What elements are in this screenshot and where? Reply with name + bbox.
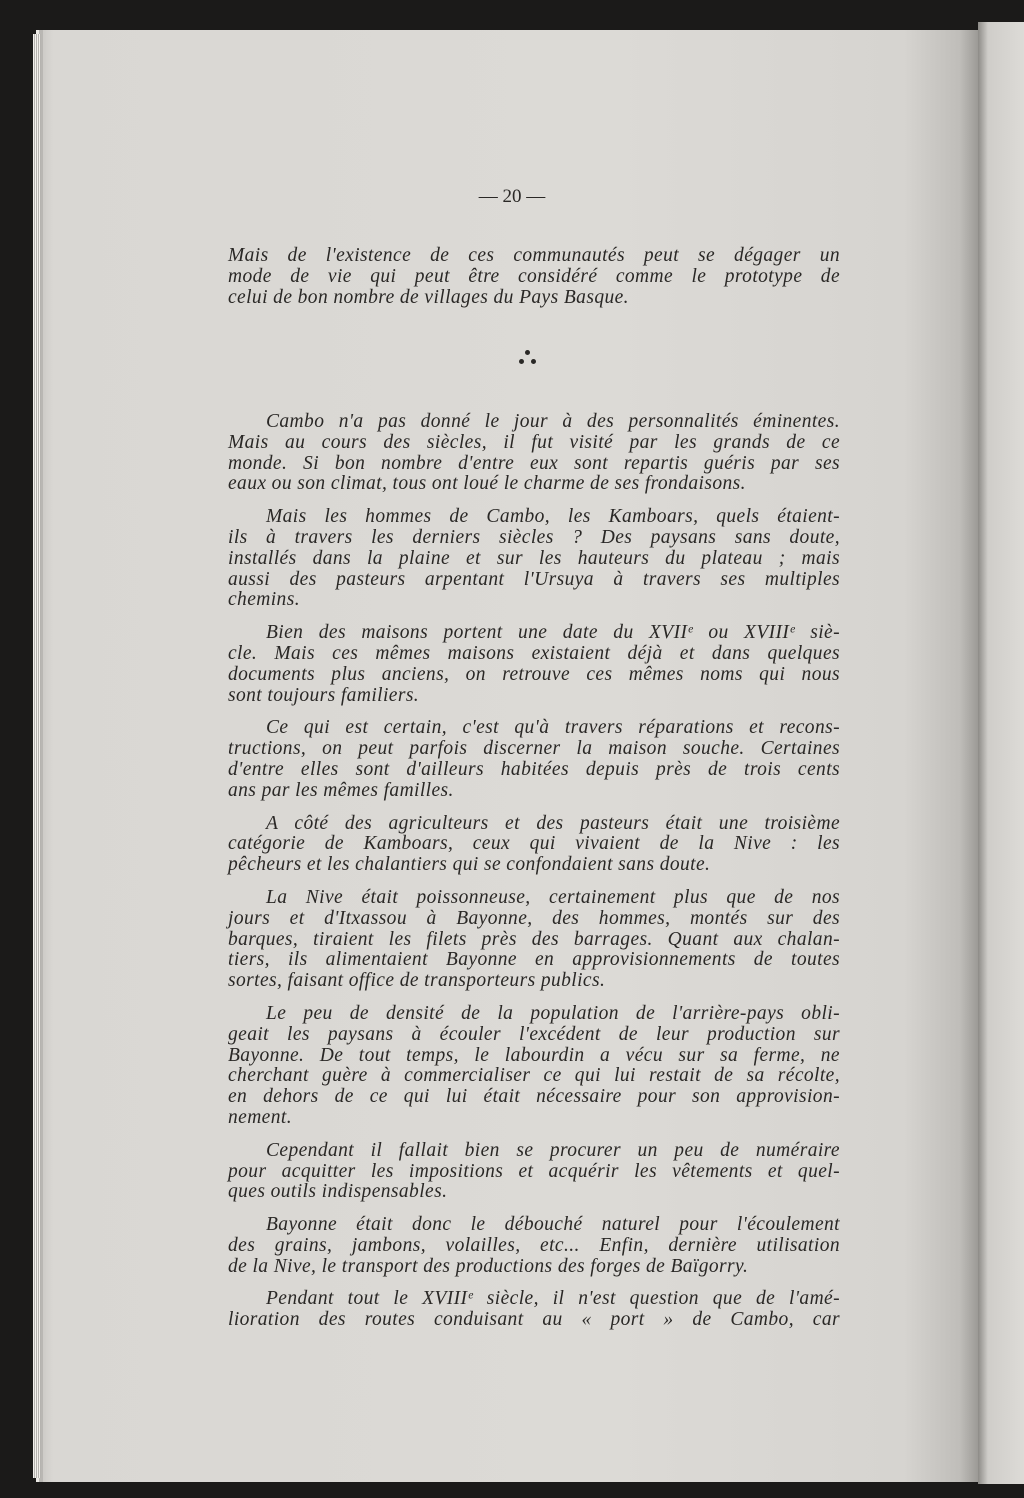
text-line: Bayonne était donc le débouché naturel pour l'écoulement	[266, 1214, 840, 1236]
text-line: installés dans la plaine et sur les hauteurs du plateau ; mais	[228, 547, 840, 569]
text-line: Mais les hommes de Cambo, les Kamboars, quels étaient-	[266, 506, 840, 528]
text-line: catégorie de Kamboars, ceux qui vivaient de la Nive : les	[228, 833, 840, 855]
text-line: pêcheurs et les chalantiers qui se confondaient sans doute.	[228, 854, 711, 876]
text-line: celui de bon nombre de villages du Pays Basque.	[228, 286, 629, 308]
text-line: Bayonne. De tout temps, le labourdin a vécu sur sa ferme, ne	[228, 1044, 840, 1066]
intro-paragraph	[228, 246, 840, 320]
paragraph	[228, 814, 840, 876]
text-line: geait les paysans à écouler l'excédent de leur production sur	[228, 1023, 840, 1045]
text-line: documents plus anciens, on retrouve ces mêmes noms qui nous	[228, 663, 840, 685]
paragraph	[228, 1004, 840, 1129]
text-line: eaux ou son climat, tous ont loué le charme de ses frondaisons.	[228, 473, 746, 495]
paragraph	[228, 412, 840, 495]
text-line: jours et d'Itxassou à Bayonne, des hommes, montés sur des	[228, 907, 840, 929]
paragraph	[228, 623, 840, 706]
text-line: des grains, jambons, volailles, etc... Enfin, dernière utilisation	[228, 1234, 840, 1256]
text-line: en dehors de ce qui lui était nécessaire pour son approvision-	[228, 1086, 840, 1108]
text-line: Mais au cours des siècles, il fut visité par les grands de ce	[228, 431, 840, 453]
page-edges	[33, 34, 41, 1478]
text-line: barques, tiraient les filets près des barrages. Quant aux chalan-	[228, 928, 840, 950]
text-line: mode de vie qui peut être considéré comme le prototype de	[228, 265, 840, 287]
text-line: ques outils indispensables.	[228, 1181, 448, 1203]
text-line: ils à travers les derniers siècles ? Des paysans sans doute,	[228, 526, 840, 548]
paragraph	[228, 246, 840, 308]
text-line: ans par les mêmes familles.	[228, 779, 454, 801]
text-line: Ce qui est certain, c'est qu'à travers réparations et recons-	[266, 717, 840, 739]
text-line: Cependant il fallait bien se procurer un peu de numéraire	[266, 1139, 840, 1161]
text-line: La Nive était poissonneuse, certainement plus que de nos	[266, 886, 840, 908]
text-line: nement.	[228, 1106, 292, 1128]
text-line: sortes, faisant office de transporteurs publics.	[228, 970, 606, 992]
text-line: pour acquitter les impositions et acquérir les vêtements et quel-	[228, 1160, 840, 1182]
paragraph	[228, 1215, 840, 1277]
text-line: Le peu de densité de la population de l'arrière-pays obli-	[266, 1002, 840, 1024]
text-line: monde. Si bon nombre d'entre eux sont repartis guéris par ses	[228, 452, 840, 474]
text-line: tiers, ils alimentaient Bayonne en approvisionnements de toutes	[228, 949, 840, 971]
text-line: cherchant guère à commercialiser ce qui lui restait de sa récolte,	[228, 1065, 840, 1087]
text-line: Bien des maisons portent une date du XVIIᵉ ou XVIIIᵉ siè-	[266, 622, 840, 644]
page-number: — 20 —	[478, 186, 546, 207]
text-line: lioration des routes conduisant au « port » de Cambo, car	[228, 1309, 840, 1331]
asterism-separator	[518, 348, 538, 368]
text-line: chemins.	[228, 589, 300, 611]
paragraph	[228, 1289, 840, 1331]
facing-page	[978, 22, 1024, 1484]
text-line: tructions, on peut parfois discerner la maison souche. Certaines	[228, 738, 840, 760]
text-line: d'entre elles sont d'ailleurs habitées depuis près de trois cents	[228, 758, 840, 780]
text-line: Mais de l'existence de ces communautés peut se dégager un	[228, 245, 840, 266]
paragraph	[228, 718, 840, 801]
text-line: A côté des agriculteurs et des pasteurs était une troisième	[266, 812, 840, 834]
paragraph	[228, 888, 840, 992]
text-line: de la Nive, le transport des productions des forges de Baïgorry.	[228, 1255, 749, 1277]
text-line: cle. Mais ces mêmes maisons existaient déjà et dans quelques	[228, 642, 840, 664]
paragraph	[228, 507, 840, 611]
text-line: Cambo n'a pas donné le jour à des personnalités éminentes.	[266, 411, 840, 432]
text-line: aussi des pasteurs arpentant l'Ursuya à travers ses multiples	[228, 568, 840, 590]
text-line: Pendant tout le XVIIIᵉ siècle, il n'est question que de l'amé-	[266, 1288, 840, 1310]
text-line: sont toujours familiers.	[228, 684, 420, 706]
paragraph	[228, 1141, 840, 1203]
body-text	[228, 412, 840, 1343]
